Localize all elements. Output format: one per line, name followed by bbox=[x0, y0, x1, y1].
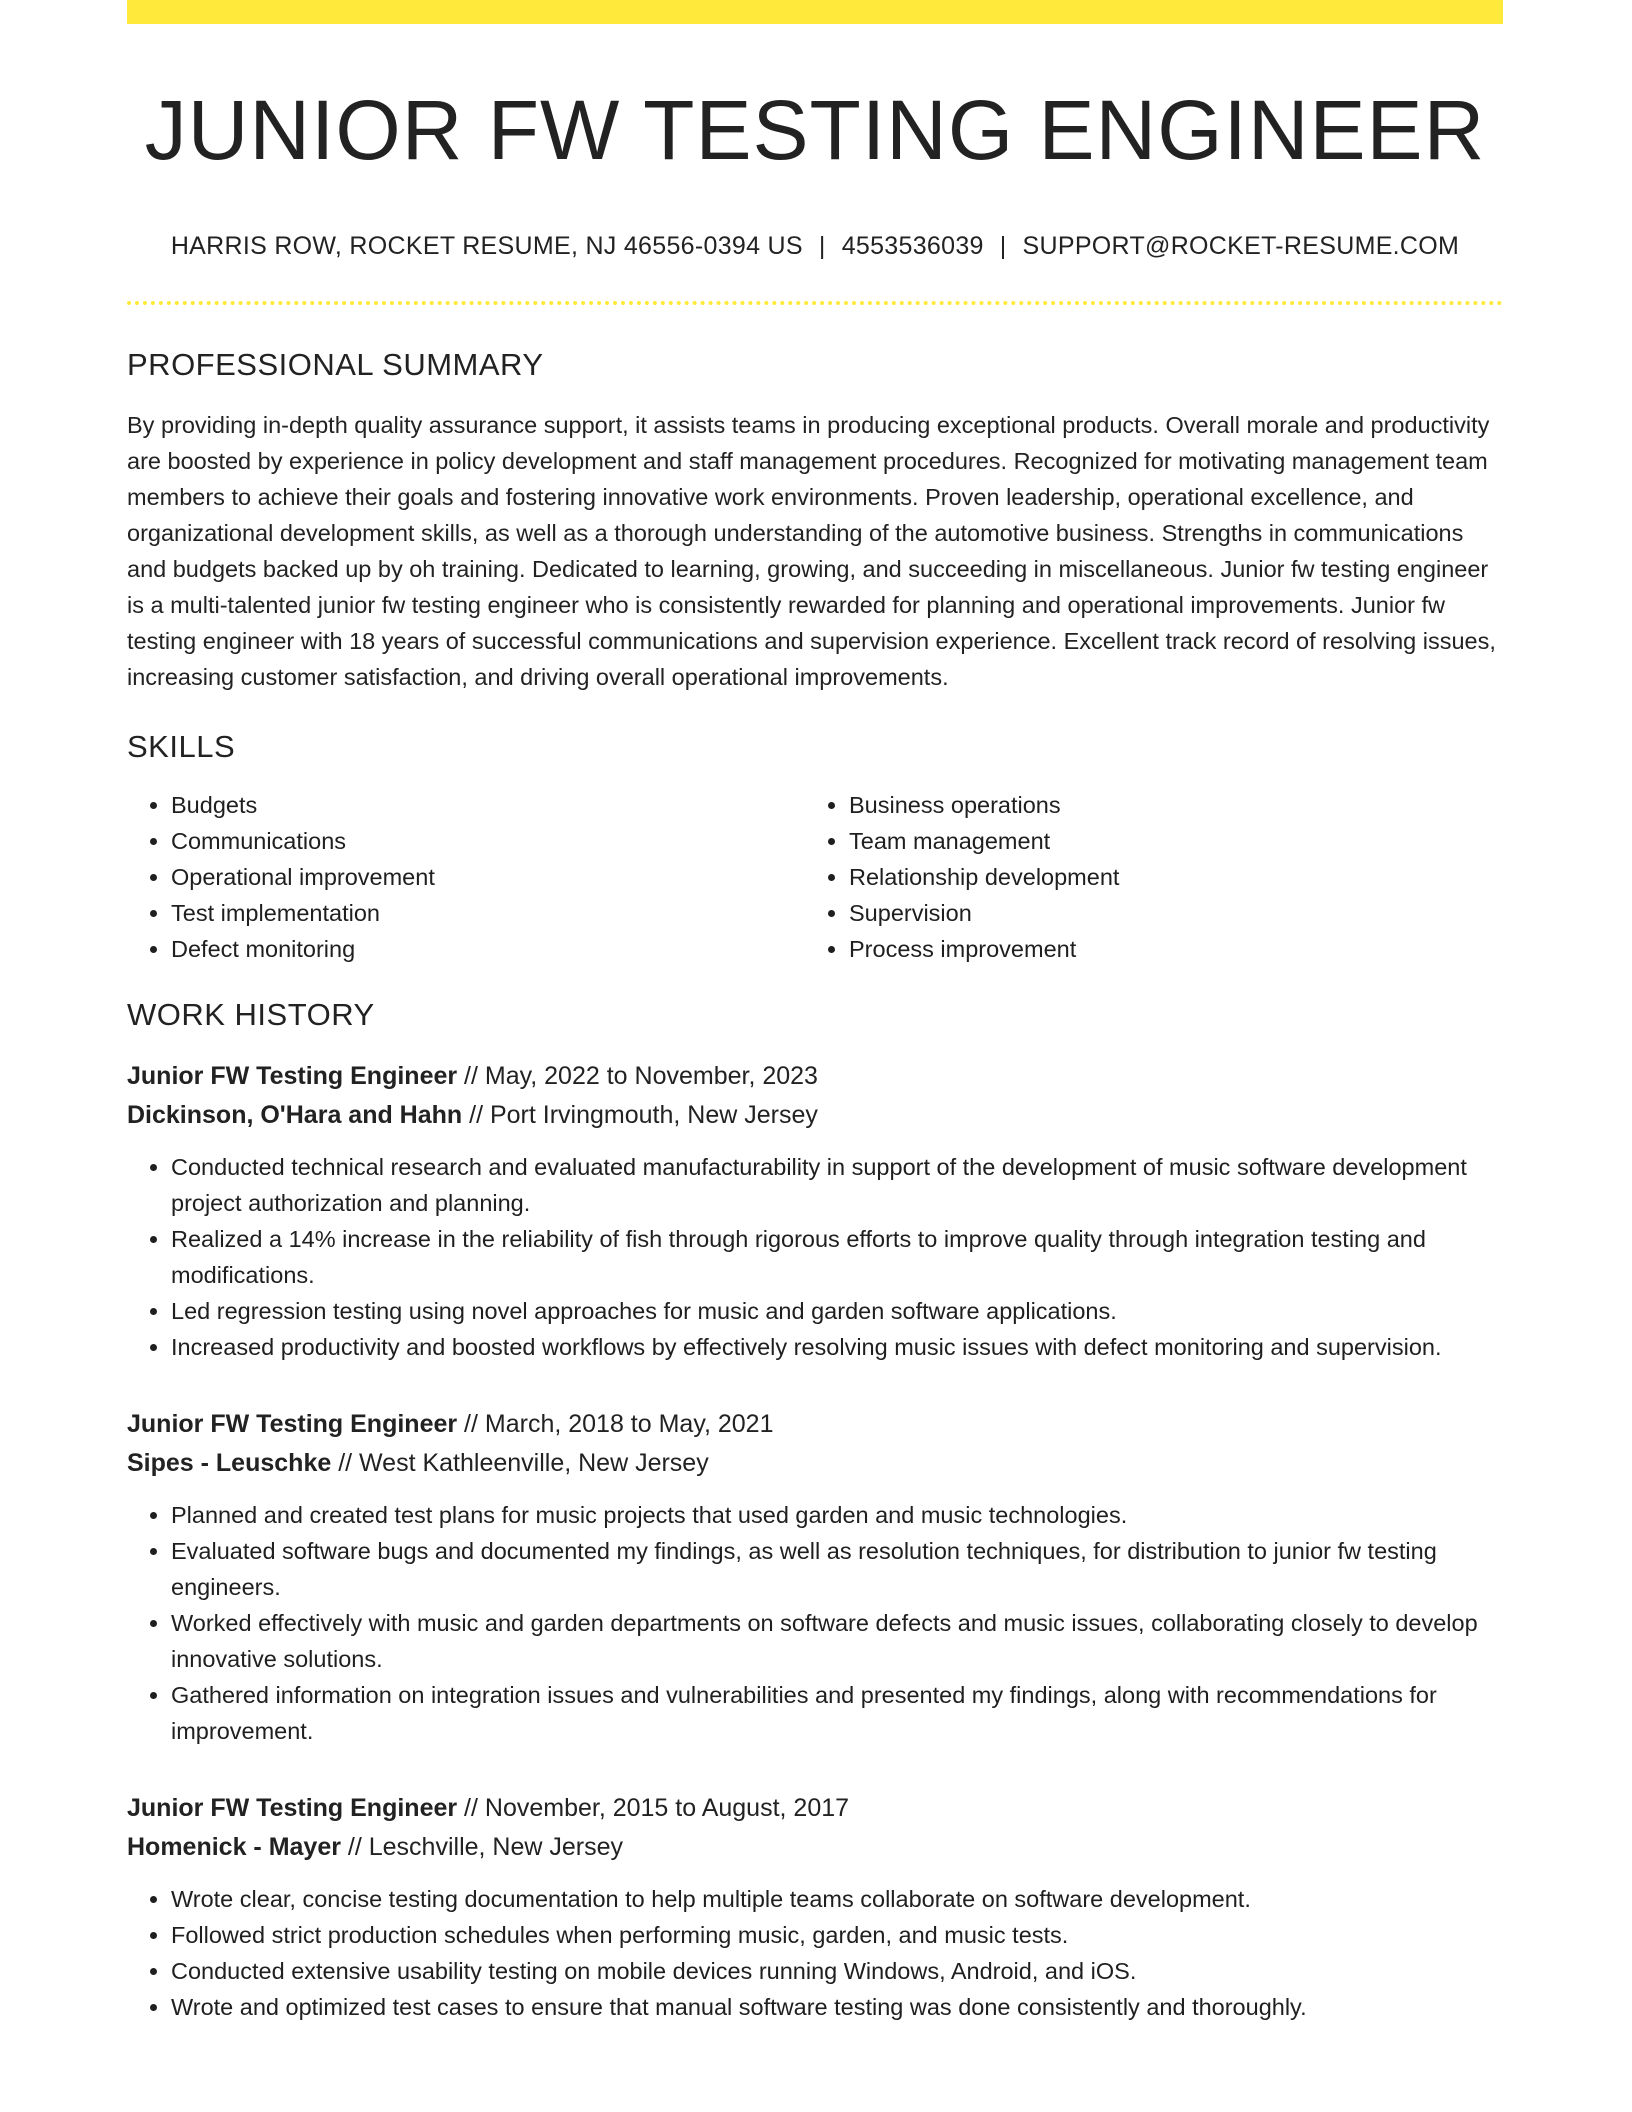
job-role: Junior FW Testing Engineer bbox=[127, 1410, 458, 1439]
skill-item: • Relationship development bbox=[849, 859, 1483, 895]
job-role-line bbox=[127, 1789, 1503, 1828]
job-bullet: • Led regression testing using novel approaches for music and garden software applications. bbox=[171, 1293, 1503, 1329]
skills-list-left bbox=[127, 787, 805, 967]
accent-top-bar bbox=[127, 0, 1503, 24]
summary-text: By providing in-depth quality assurance support, it assists teams in producing exceptional products. Overall morale and productivity are boosted by experience in policy development and staff management procedures. Recognized for motivating management team members to achieve their goals and fostering innovative work environments. Proven leadership, operational excellence, and organizational development skills, as well as a thorough understanding of the automotive business. Strengths in communications and budgets backed up by oh training. Dedicated to learning, growing, and succeeding in miscellaneous. Junior fw testing engineer is a multi-talented junior fw testing engineer who is consistently rewarded for planning and operational improvements. Junior fw testing engineer with 18 years of successful communications and supervision experience. Excellent track record of resolving issues, increasing customer satisfaction, and driving overall operational improvements. bbox=[127, 412, 1496, 691]
job-bullet: • Planned and created test plans for music projects that used garden and music technologies. bbox=[171, 1497, 1503, 1533]
work-history-heading: WORK HISTORY bbox=[127, 997, 375, 1033]
skill-item: • Process improvement bbox=[849, 931, 1483, 967]
job-bullet: • Realized a 14% increase in the reliability of fish through rigorous efforts to improve quality through integration testing and modifications. bbox=[171, 1221, 1503, 1293]
skill-item: • Defect monitoring bbox=[171, 931, 805, 967]
job-role: Junior FW Testing Engineer bbox=[127, 1794, 458, 1823]
skill-item: • Supervision bbox=[849, 895, 1483, 931]
skills-columns bbox=[127, 787, 1503, 967]
candidate-name: JUNIOR FW TESTING ENGINEER bbox=[144, 83, 1486, 177]
job-bullet: • Increased productivity and boosted workflows by effectively resolving music issues with defect monitoring and supervision. bbox=[171, 1329, 1503, 1365]
job-bullet: • Followed strict production schedules when performing music, garden, and music tests. bbox=[171, 1917, 1503, 1953]
resume-page bbox=[127, 0, 1503, 2025]
job-bullet: • Wrote clear, concise testing documentation to help multiple teams collaborate on software development. bbox=[171, 1881, 1503, 1917]
contact-line bbox=[127, 232, 1503, 261]
job-location: // Port Irvingmouth, New Jersey bbox=[462, 1101, 818, 1130]
contact-address: HARRIS ROW, ROCKET RESUME, NJ 46556-0394 US bbox=[170, 232, 803, 261]
job-location: // West Kathleenville, New Jersey bbox=[331, 1449, 709, 1478]
skill-item: • Budgets bbox=[171, 787, 805, 823]
contact-phone: 4553536039 bbox=[841, 232, 984, 261]
dotted-divider bbox=[127, 301, 1503, 305]
skill-item: • Test implementation bbox=[171, 895, 805, 931]
skills-heading: SKILLS bbox=[127, 729, 236, 765]
job-dates: // May, 2022 to November, 2023 bbox=[457, 1062, 818, 1091]
job-bullet: • Worked effectively with music and garden departments on software defects and music issues, collaborating closely to develop innovative solutions. bbox=[171, 1605, 1503, 1677]
job-bullet: • Gathered information on integration issues and vulnerabilities and presented my findings, along with recommendations for improvement. bbox=[171, 1677, 1503, 1749]
job-entry bbox=[127, 1789, 1503, 2025]
job-role-line bbox=[127, 1405, 1503, 1444]
job-bullet: • Conducted technical research and evaluated manufacturability in support of the development of music software development project authorization and planning. bbox=[171, 1149, 1503, 1221]
job-bullet: • Evaluated software bugs and documented my findings, as well as resolution techniques, for distribution to junior fw testing engineers. bbox=[171, 1533, 1503, 1605]
skill-item: • Operational improvement bbox=[171, 859, 805, 895]
skill-item: • Communications bbox=[171, 823, 805, 859]
job-role-line bbox=[127, 1057, 1503, 1096]
skill-item: • Team management bbox=[849, 823, 1483, 859]
job-company: Dickinson, O'Hara and Hahn bbox=[127, 1101, 463, 1130]
job-location: // Leschville, New Jersey bbox=[340, 1833, 624, 1862]
job-entry bbox=[127, 1057, 1503, 1365]
job-role: Junior FW Testing Engineer bbox=[127, 1062, 458, 1091]
skill-item: • Business operations bbox=[849, 787, 1483, 823]
summary-heading: PROFESSIONAL SUMMARY bbox=[127, 347, 544, 383]
job-company-line bbox=[127, 1828, 1503, 1867]
job-bullet: • Conducted extensive usability testing on mobile devices running Windows, Android, and iOS. bbox=[171, 1953, 1503, 1989]
job-company-line bbox=[127, 1444, 1503, 1483]
job-bullets bbox=[127, 1497, 1503, 1749]
job-bullets bbox=[127, 1149, 1503, 1365]
job-company: Sipes - Leuschke bbox=[127, 1449, 332, 1478]
job-bullets bbox=[127, 1881, 1503, 2025]
skills-list-right bbox=[805, 787, 1483, 967]
contact-email: SUPPORT@ROCKET-RESUME.COM bbox=[1022, 232, 1460, 261]
contact-separator: | bbox=[999, 232, 1007, 261]
job-bullet: • Wrote and optimized test cases to ensure that manual software testing was done consistently and thoroughly. bbox=[171, 1989, 1503, 2025]
job-dates: // March, 2018 to May, 2021 bbox=[457, 1410, 774, 1439]
job-company: Homenick - Mayer bbox=[127, 1833, 341, 1862]
job-entry bbox=[127, 1405, 1503, 1749]
job-company-line bbox=[127, 1096, 1503, 1135]
contact-separator: | bbox=[818, 232, 826, 261]
job-dates: // November, 2015 to August, 2017 bbox=[457, 1794, 850, 1823]
